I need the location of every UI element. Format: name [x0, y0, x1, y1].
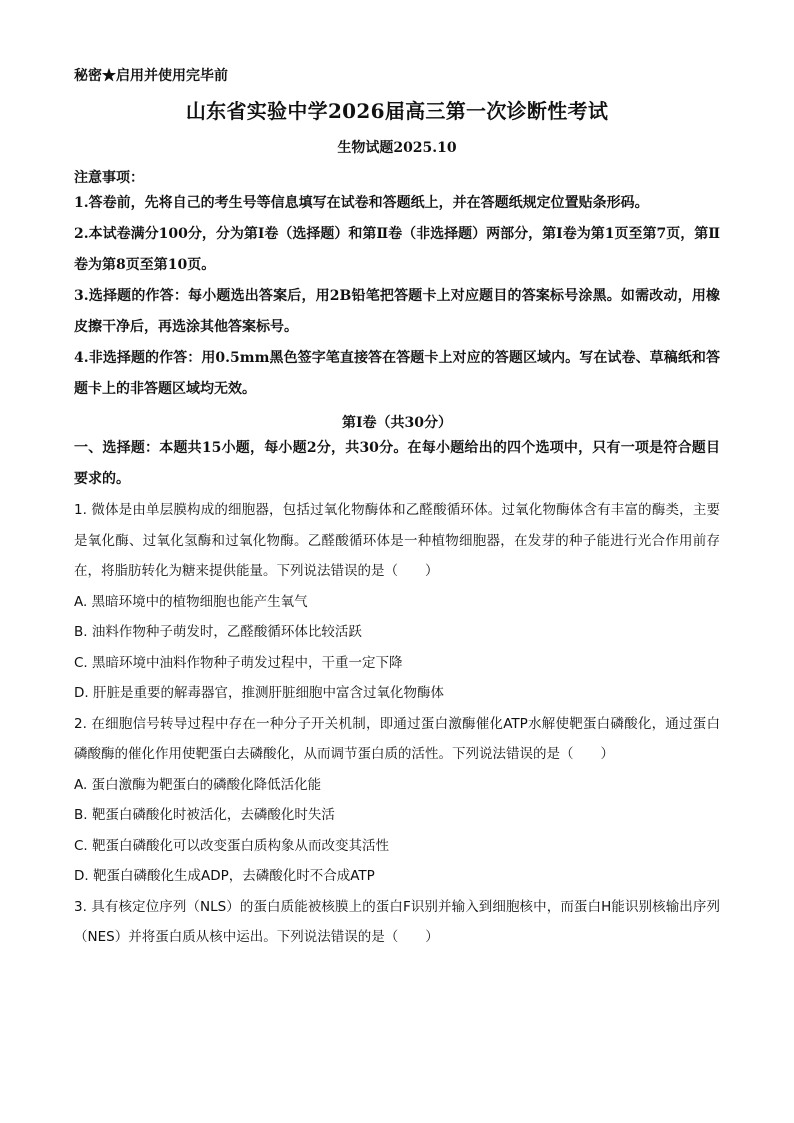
exam-title: 山东省实验中学2026届高三第一次诊断性考试 — [185, 99, 609, 123]
notice-item-1: 1.答卷前，先将自己的考生号等信息填写在试卷和答题纸上，并在答题纸规定位置贴条形码。 — [74, 195, 649, 211]
section-title: 第Ⅰ卷（共30分） — [341, 415, 453, 431]
question-2-stem: 2. 在细胞信号转导过程中存在一种分子开关机制，即通过蛋白激酶催化ATP水解使靶蛋白磷酸化，通过蛋白磷酸酶的催化作用使靶蛋白去磷酸化，从而调节蛋白质的活性。下列说法错误的是（ ） — [74, 715, 720, 762]
question-3-stem: 3. 具有核定位序列（NLS）的蛋白质能被核膜上的蛋白F识别并输入到细胞核中，而蛋白H能识别核输出序列（NES）并将蛋白质从核中运出。下列说法错误的是（ ） — [74, 898, 720, 945]
question-2-option-d: D. 靶蛋白磷酸化生成ADP，去磷酸化时不合成ATP — [74, 868, 375, 884]
question-1-option-b: B. 油料作物种子萌发时，乙醛酸循环体比较活跃 — [74, 624, 362, 640]
notice-heading: 注意事项： — [74, 170, 144, 186]
question-1-option-a: A. 黑暗环境中的植物细胞也能产生氧气 — [74, 593, 308, 610]
question-1-option-c: C. 黑暗环境中油料作物种子萌发过程中，干重一定下降 — [74, 654, 403, 671]
question-2-option-b: B. 靶蛋白磷酸化时被活化，去磷酸化时失活 — [74, 807, 335, 823]
notice-item-4: 4.非选择题的作答：用0.5mm黑色签字笔直接答在答题卡上对应的答题区域内。写在试卷、草稿纸和答题卡上的非答题区域均无效。 — [74, 350, 720, 397]
notice-item-3: 3.选择题的作答：每小题选出答案后，用2B铅笔把答题卡上对应题目的答案标号涂黑。如需改动，用橡皮擦干净后，再选涂其他答案标号。 — [74, 288, 720, 335]
exam-subtitle: 生物试题2025.10 — [337, 140, 457, 156]
notice-item-2: 2.本试卷满分100分，分为第Ⅰ卷（选择题）和第Ⅱ卷（非选择题）两部分，第Ⅰ卷为第1页至第7页，第Ⅱ卷为第8页至第10页。 — [74, 226, 721, 273]
confidential-label: 秘密★启用并使用完毕前 — [74, 68, 228, 84]
question-2-option-c: C. 靶蛋白磷酸化可以改变蛋白质构象从而改变其活性 — [74, 837, 390, 854]
question-1-option-d: D. 肝脏是重要的解毒器官，推测肝脏细胞中富含过氧化物酶体 — [74, 685, 444, 701]
question-2-option-a: A. 蛋白激酶为靶蛋白的磷酸化降低活化能 — [74, 776, 322, 793]
part-heading: 一、选择题：本题共15小题，每小题2分，共30分。在每小题给出的四个选项中，只有一项是符合题目要求的。 — [74, 440, 720, 487]
question-1-stem: 1. 微体是由单层膜构成的细胞器，包括过氧化物酶体和乙醛酸循环体。过氧化物酶体含有丰富的酶类，主要是氧化酶、过氧化氢酶和过氧化物酶。乙醛酸循环体是一种植物细胞器，在发芽的种子能进行光合作用前存在，将脂肪转化为糖来提供能量。下列说法错误的是（ ） — [74, 502, 720, 579]
